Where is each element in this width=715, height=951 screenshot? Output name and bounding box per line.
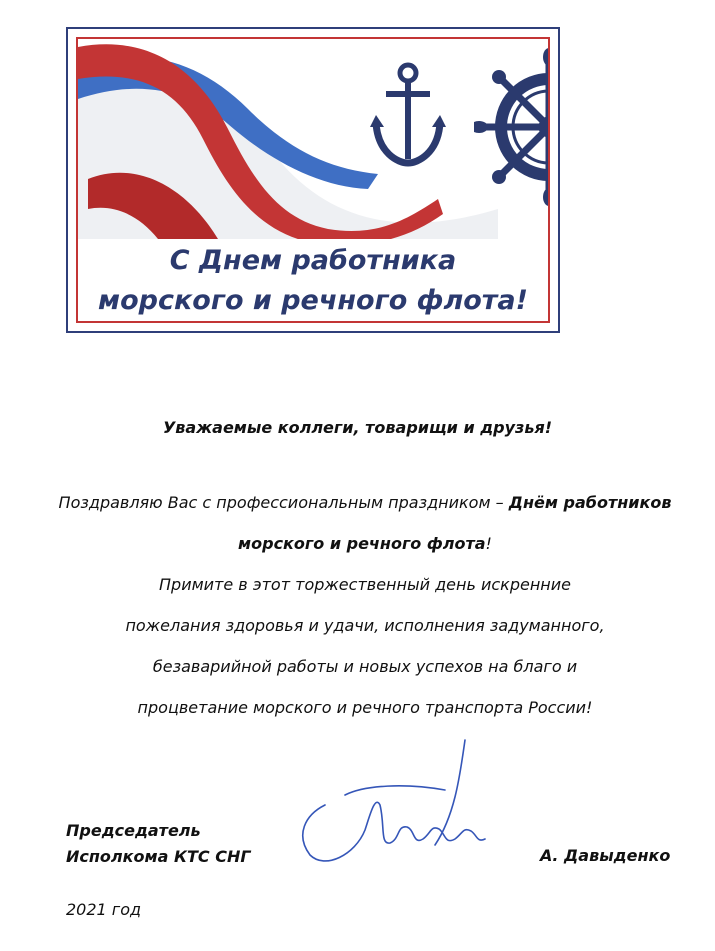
signer-title <box>66 818 251 870</box>
banner-title <box>78 241 548 321</box>
signer-title-line1: Председатель <box>66 821 201 840</box>
greeting-heading: Уважаемые коллеги, товарищи и друзья! <box>162 418 553 437</box>
body-line-6: процветание морского и речного транспорта России! <box>137 698 593 717</box>
body-line1-post: ! <box>485 534 492 553</box>
signer-name: А. Давыденко <box>540 846 671 865</box>
anchor-icon <box>368 61 448 171</box>
body-line1-pre: Поздравляю Вас с профессиональным праздником – <box>58 493 509 512</box>
handwritten-signature <box>285 735 515 875</box>
letter-year: 2021 год <box>66 900 142 919</box>
letter-body <box>40 482 690 728</box>
signer-title-line2: Исполкома КТС СНГ <box>66 847 251 866</box>
body-line-4: пожелания здоровья и удачи, исполнения задуманного, <box>125 616 605 635</box>
greeting-banner <box>66 27 560 333</box>
ship-wheel-icon <box>474 47 550 207</box>
body-line-3: Примите в этот торжественный день искренние <box>159 575 571 594</box>
banner-frame <box>76 37 550 323</box>
body-bold-holiday: Днём работников морского и речного флота <box>238 493 672 553</box>
body-line-5: безаварийной работы и новых успехов на благо и <box>152 657 578 676</box>
banner-title-line2: морского и речного флота! <box>98 285 528 316</box>
body-paragraph-1 <box>40 482 690 564</box>
banner-title-line1: С Днем работника <box>169 245 457 276</box>
